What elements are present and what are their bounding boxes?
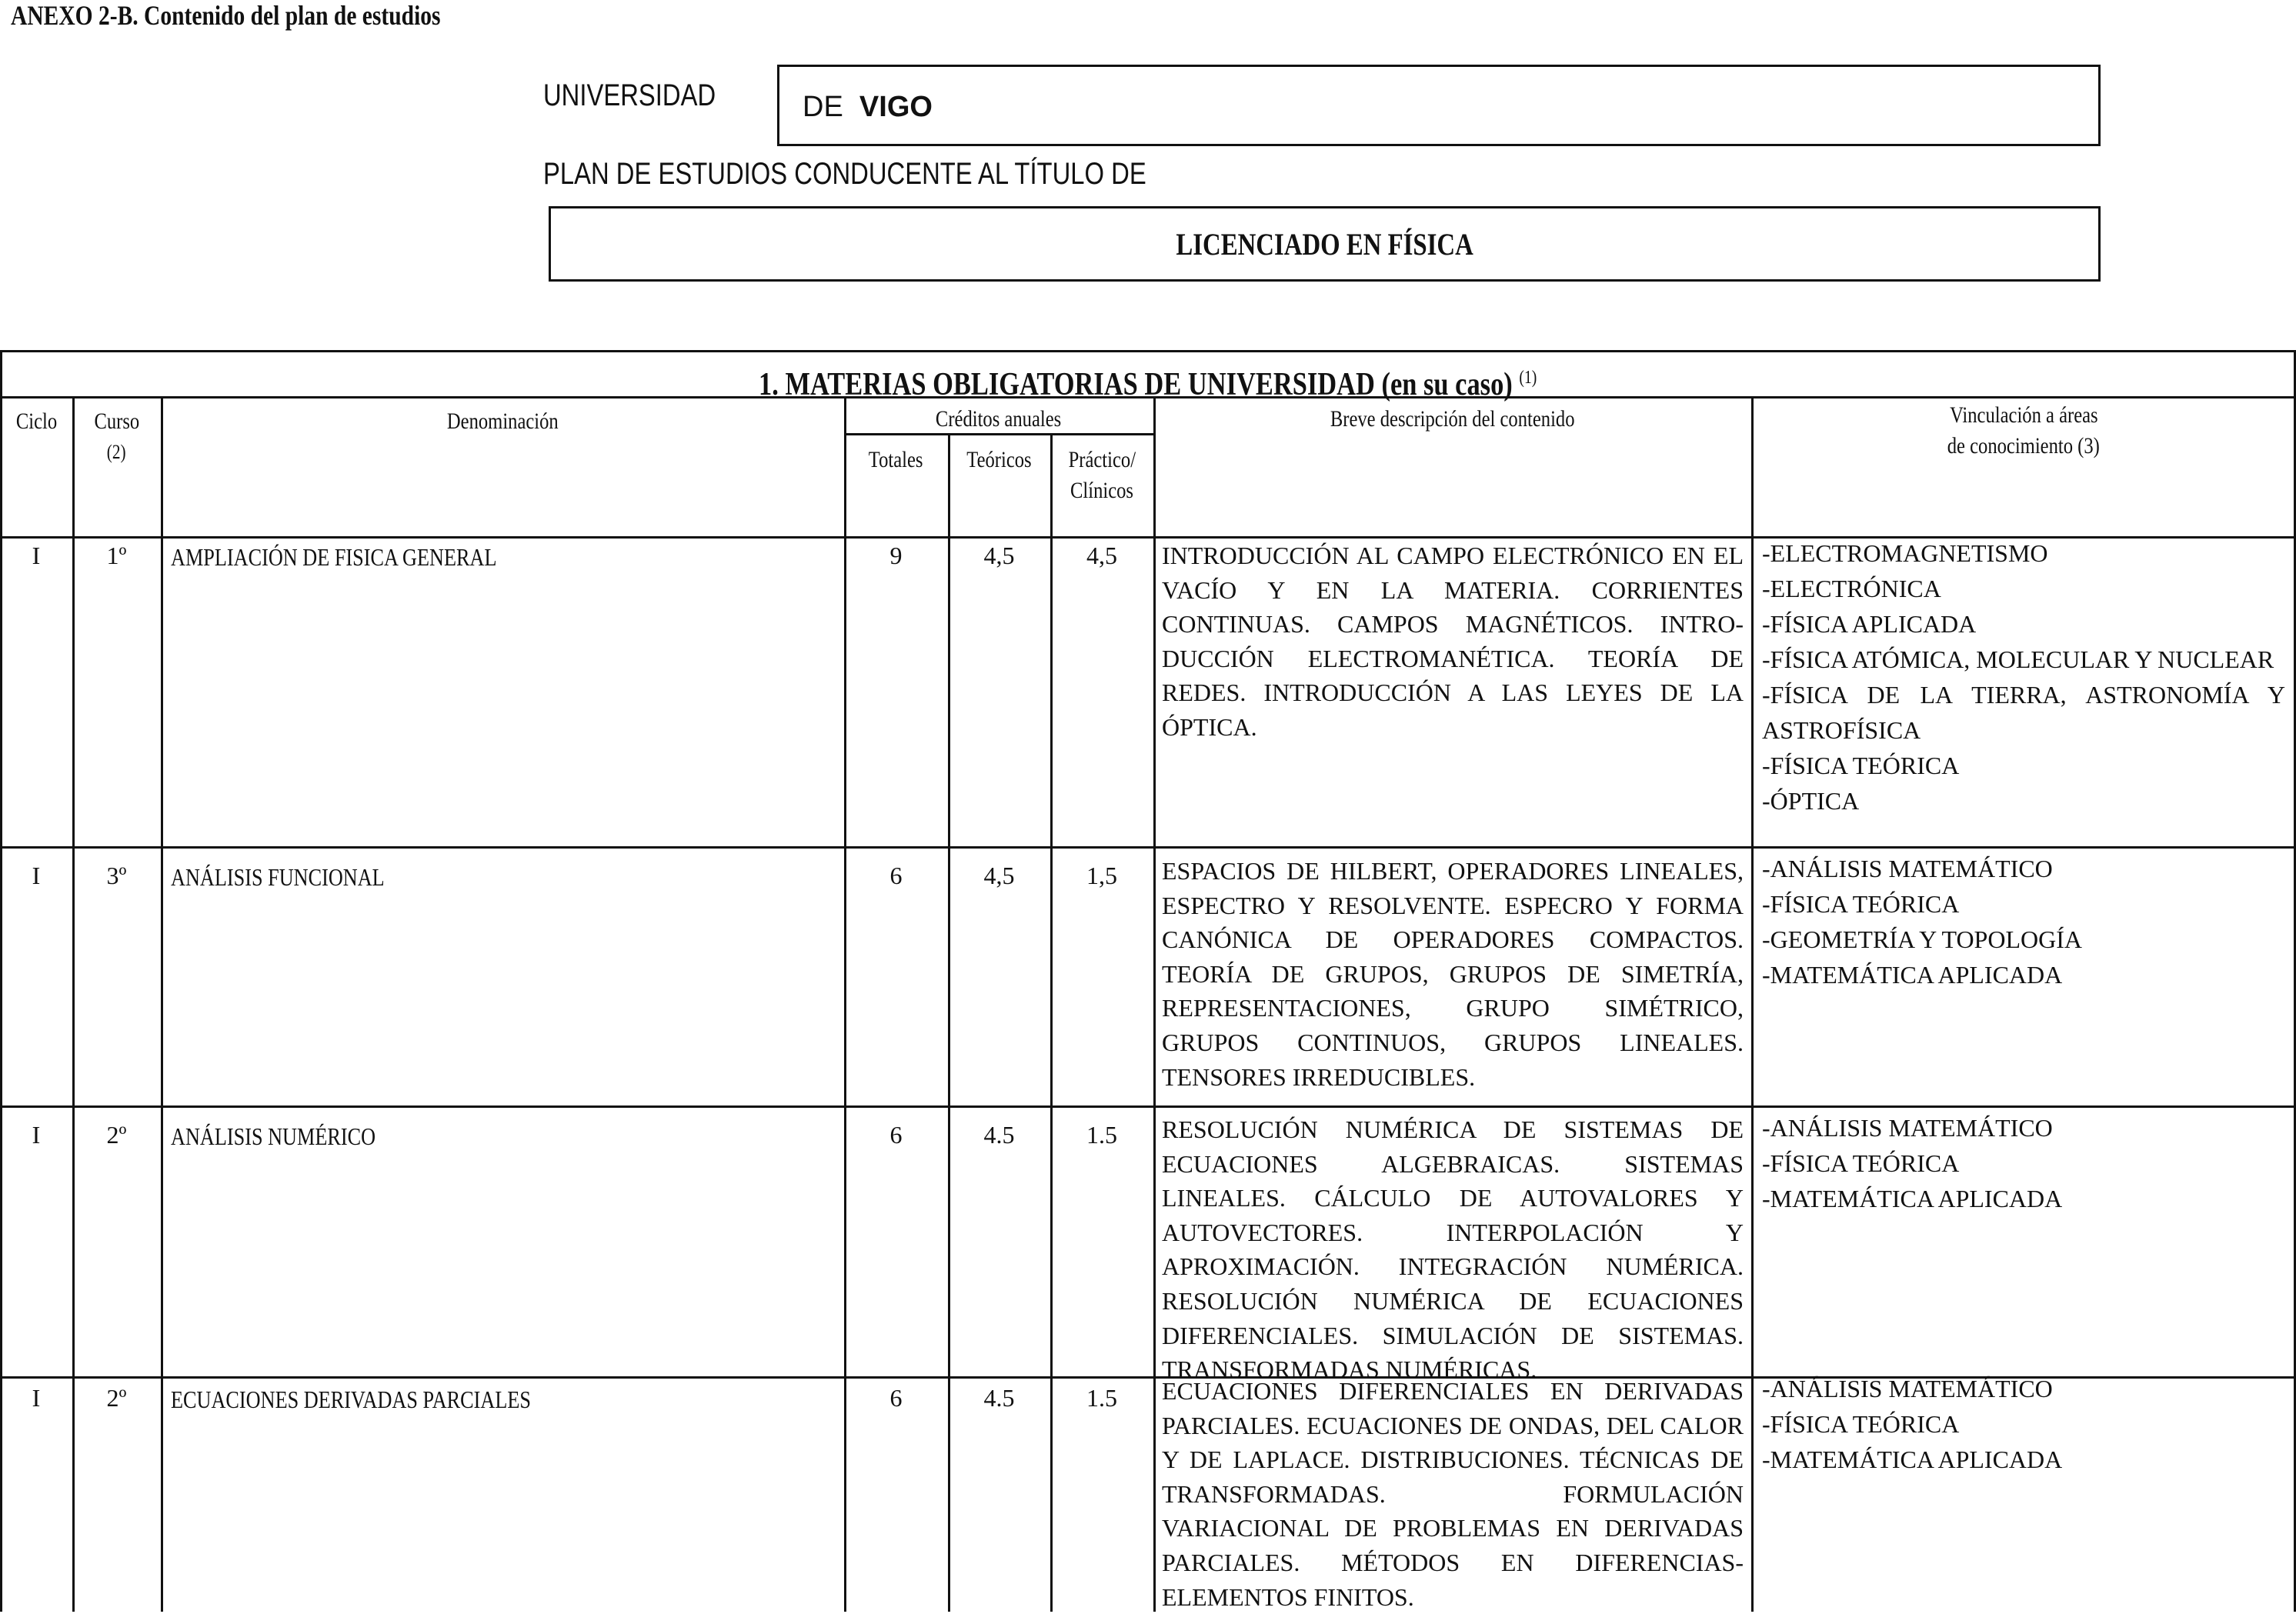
cell-teoricos: 4,5 [983, 862, 1015, 889]
university-name: DE VIGO [803, 91, 933, 123]
area-item: -FÍSICA APLICADA [1762, 610, 1977, 638]
cell-areas [1762, 535, 2285, 819]
cell-curso: 3º [106, 862, 127, 889]
degree-title-field [549, 206, 2101, 282]
col-header-clinicos: Clínicos [1070, 478, 1133, 503]
col-header-practicos: Práctico/ [1068, 447, 1136, 472]
col-header-creditos: Créditos anuales [936, 406, 1062, 432]
col-header-vinculacion-2: de conocimiento (3) [1947, 433, 2101, 459]
table-divider [1050, 433, 1053, 1612]
cell-teoricos: 4,5 [983, 542, 1015, 569]
col-header-vinculacion: Vinculación a áreas [1949, 402, 2098, 428]
cell-totales: 6 [889, 1121, 903, 1149]
cell-curso: 2º [106, 1384, 127, 1412]
cell-areas [1762, 1110, 2285, 1216]
col-header-curso: Curso [94, 409, 139, 434]
area-item: -FÍSICA TEÓRICA [1762, 752, 1960, 779]
cell-teoricos: 4.5 [983, 1121, 1015, 1149]
cell-descripcion: RESOLUCIÓN NUMÉRICA DE SISTEMAS DE ECUACIONES ALGEBRAICAS. SISTEMAS LINEALES. CÁLCULO DE AUTOVALORES Y AUTOVECTORES. INTERPOLACIÓN Y APROXIMACIÓN. INTEGRACIÓN NUMÉRICA. RESOLUCIÓN NUMÉRICA DE ECUACIONES DIFERENCIALES. SIMULACIÓN DE SISTEMAS. TRANSFORMADAS NUMÉRICAS. [1162, 1115, 1744, 1384]
area-item: -FÍSICA TEÓRICA [1762, 1149, 1960, 1177]
cell-denominacion: ANÁLISIS NUMÉRICO [171, 1122, 376, 1150]
cell-practicos: 1.5 [1086, 1384, 1117, 1412]
area-item: -ANÁLISIS MATEMÁTICO [1762, 1375, 2053, 1402]
area-item: -FÍSICA TEÓRICA [1762, 1410, 1960, 1438]
university-field [777, 65, 2101, 146]
area-item: -MATEMÁTICA APLICADA [1762, 1446, 2063, 1473]
cell-totales: 6 [889, 1384, 903, 1412]
col-header-curso-note: (2) [107, 441, 126, 463]
table-divider [1153, 396, 1156, 1612]
cell-practicos: 1.5 [1086, 1121, 1117, 1149]
university-label: UNIVERSIDAD [543, 78, 716, 112]
cell-practicos: 4,5 [1086, 542, 1117, 569]
col-header-ciclo: Ciclo [15, 409, 57, 434]
cell-denominacion: ANÁLISIS FUNCIONAL [171, 863, 385, 891]
area-item: -ÓPTICA [1762, 787, 1860, 815]
cell-areas [1762, 851, 2285, 992]
area-item: -FÍSICA ATÓMICA, MOLECULAR Y NUCLEAR [1762, 645, 2274, 673]
area-item: -FÍSICA TEÓRICA [1762, 890, 1960, 918]
cell-curso: 1º [106, 542, 127, 569]
area-item: -MATEMÁTICA APLICADA [1762, 1185, 2063, 1212]
cell-totales: 9 [889, 542, 903, 569]
degree-title: LICENCIADO EN FÍSICA [1176, 227, 1473, 262]
area-item: -MATEMÁTICA APLICADA [1762, 961, 2063, 989]
cell-teoricos: 4.5 [983, 1384, 1015, 1412]
table-divider [1751, 396, 1754, 1612]
area-item: -ELECTROMAGNETISMO [1762, 539, 2048, 567]
table-divider [72, 396, 75, 1612]
col-header-totales: Totales [869, 447, 923, 472]
annex-title: ANEXO 2-B. Contenido del plan de estudios [11, 0, 441, 31]
col-header-teoricos: Teóricos [966, 447, 1032, 472]
table-divider [844, 396, 846, 1612]
cell-descripcion: ECUACIONES DIFERENCIALES EN DERIVADAS PARCIALES. ECUACIONES DE ONDAS, DEL CALOR Y DE LAPLACE. DISTRIBUCIONES. TÉCNICAS DE TRANSFORMADAS. FORMULACIÓN VARIACIONAL DE PROBLEMAS EN DERIVADAS PARCIALES. MÉTODOS EN DIFERENCIAS-ELEMENTOS FINITOS. [1162, 1377, 1744, 1611]
table-divider [0, 846, 2296, 849]
col-header-descripcion: Breve descripción del contenido [1330, 406, 1575, 432]
area-item: -GEOMETRÍA Y TOPOLOGÍA [1762, 925, 2082, 953]
cell-descripcion: INTRODUCCIÓN AL CAMPO ELECTRÓNICO EN EL VACÍO Y EN LA MATERIA. CORRIENTES CONTINUAS. CAMPOS MAGNÉTICOS. INTRO-DUCCIÓN ELECTROMANÉTICA. TEORÍA DE REDES. INTRODUCCIÓN A LAS LEYES DE LA ÓPTICA. [1162, 542, 1744, 741]
area-item: -ELECTRÓNICA [1762, 575, 1941, 602]
cell-ciclo: I [32, 862, 41, 889]
cell-ciclo: I [32, 542, 41, 569]
cell-descripcion: ESPACIOS DE HILBERT, OPERADORES LINEALES, ESPECTRO Y RESOLVENTE. ESPECRO Y FORMA CANÓNICA DE OPERADORES COMPACTOS. TEORÍA DE GRUPOS, GRUPOS DE SIMETRÍA, REPRESENTACIONES, GRUPO SIMÉTRICO, GRUPOS CONTINUOS, GRUPOS LINEALES. TENSORES IRREDUCIBLES. [1162, 857, 1744, 1091]
area-item: -ANÁLISIS MATEMÁTICO [1762, 855, 2053, 882]
table-divider [948, 433, 950, 1612]
area-item: -ANÁLISIS MATEMÁTICO [1762, 1114, 2053, 1142]
cell-ciclo: I [32, 1384, 41, 1412]
cell-practicos: 1,5 [1086, 862, 1117, 889]
cell-denominacion: AMPLIACIÓN DE FISICA GENERAL [171, 543, 497, 571]
table-divider [161, 396, 163, 1612]
cell-areas [1762, 1371, 2285, 1477]
cell-ciclo: I [32, 1121, 41, 1149]
plan-label: PLAN DE ESTUDIOS CONDUCENTE AL TÍTULO DE [543, 157, 1146, 191]
area-item: -FÍSICA DE LA TIERRA, ASTRONOMÍA Y ASTROFÍSICA [1762, 681, 2285, 744]
cell-denominacion: ECUACIONES DERIVADAS PARCIALES [171, 1386, 532, 1413]
section-title: 1. MATERIAS OBLIGATORIAS DE UNIVERSIDAD (en su caso) $^{(1)}$ [759, 367, 1537, 402]
table-divider [0, 1105, 2296, 1108]
col-header-denominacion: Denominación [446, 409, 559, 434]
cell-totales: 6 [889, 862, 903, 889]
cell-curso: 2º [106, 1121, 127, 1149]
